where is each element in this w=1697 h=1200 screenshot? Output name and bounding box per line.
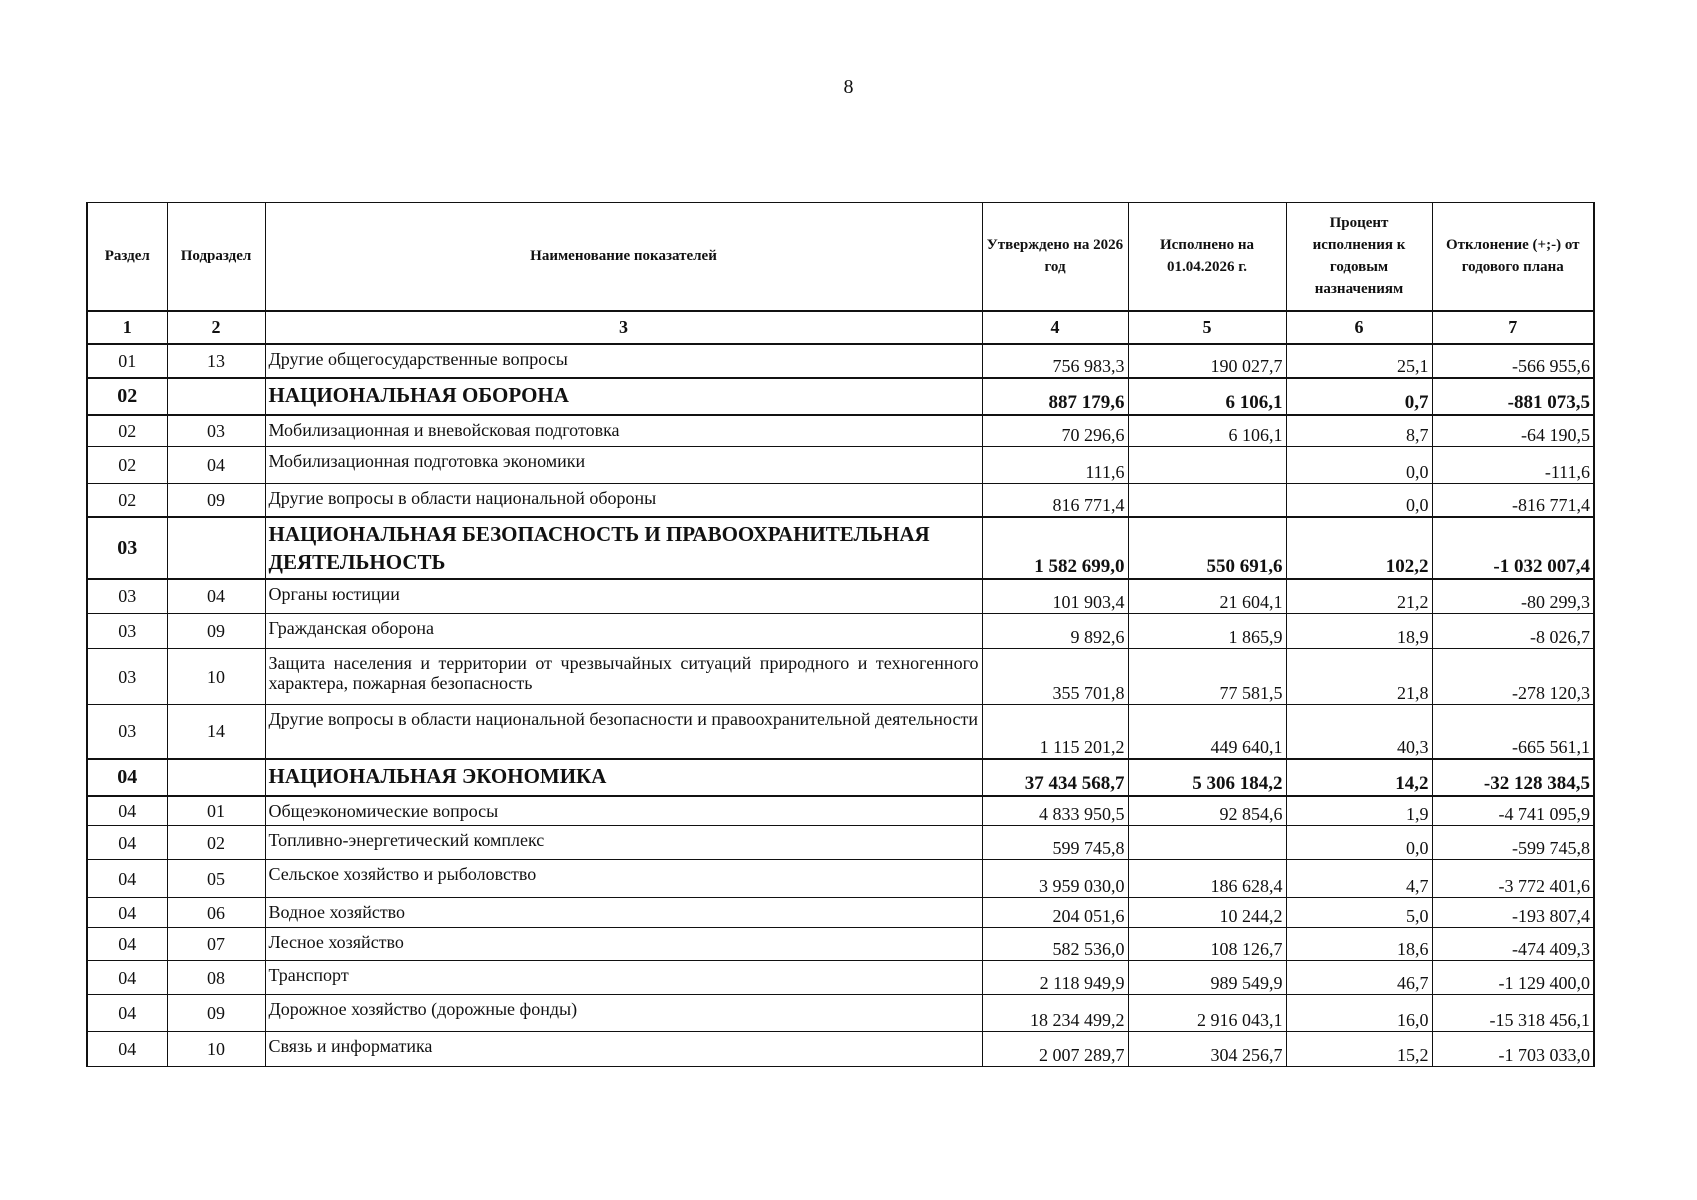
table-row	[87, 961, 1594, 995]
column-number: 1	[87, 311, 167, 344]
indicator-name-cell: Мобилизационная и вневойсковая подготовка	[265, 415, 982, 447]
podrazdel-cell: 13	[167, 344, 265, 378]
razdel-cell: 04	[87, 928, 167, 961]
deviation-cell: -193 807,4	[1432, 898, 1594, 928]
executed-cell: 186 628,4	[1128, 860, 1286, 898]
table-row	[87, 415, 1594, 447]
executed-cell: 6 106,1	[1128, 378, 1286, 415]
percent-cell: 18,9	[1286, 614, 1432, 649]
approved-cell: 70 296,6	[982, 415, 1128, 447]
approved-cell: 2 118 949,9	[982, 961, 1128, 995]
percent-cell: 21,2	[1286, 579, 1432, 614]
indicator-name-cell: Лесное хозяйство	[265, 928, 982, 961]
deviation-cell: -278 120,3	[1432, 649, 1594, 705]
executed-cell: 989 549,9	[1128, 961, 1286, 995]
table-row	[87, 995, 1594, 1032]
deviation-cell: -474 409,3	[1432, 928, 1594, 961]
deviation-cell: -665 561,1	[1432, 705, 1594, 759]
deviation-cell: -64 190,5	[1432, 415, 1594, 447]
deviation-cell: -3 772 401,6	[1432, 860, 1594, 898]
table-row	[87, 649, 1594, 705]
razdel-cell: 02	[87, 484, 167, 517]
approved-cell: 101 903,4	[982, 579, 1128, 614]
executed-cell: 2 916 043,1	[1128, 995, 1286, 1032]
approved-cell: 9 892,6	[982, 614, 1128, 649]
deviation-cell: -816 771,4	[1432, 484, 1594, 517]
approved-cell: 582 536,0	[982, 928, 1128, 961]
executed-cell: 10 244,2	[1128, 898, 1286, 928]
razdel-cell: 03	[87, 614, 167, 649]
header-approved: Утверждено на 2026 год	[982, 203, 1128, 311]
percent-cell: 14,2	[1286, 759, 1432, 796]
approved-cell: 816 771,4	[982, 484, 1128, 517]
executed-cell: 550 691,6	[1128, 517, 1286, 579]
podrazdel-cell: 09	[167, 614, 265, 649]
deviation-cell: -15 318 456,1	[1432, 995, 1594, 1032]
table-row	[87, 898, 1594, 928]
approved-cell: 204 051,6	[982, 898, 1128, 928]
column-number: 6	[1286, 311, 1432, 344]
razdel-cell: 03	[87, 705, 167, 759]
podrazdel-cell: 14	[167, 705, 265, 759]
column-number: 2	[167, 311, 265, 344]
podrazdel-cell: 08	[167, 961, 265, 995]
executed-cell: 108 126,7	[1128, 928, 1286, 961]
podrazdel-cell: 10	[167, 649, 265, 705]
executed-cell: 77 581,5	[1128, 649, 1286, 705]
indicator-name-cell: Органы юстиции	[265, 579, 982, 614]
razdel-cell: 03	[87, 649, 167, 705]
percent-cell: 0,0	[1286, 484, 1432, 517]
podrazdel-cell: 10	[167, 1032, 265, 1067]
column-number: 7	[1432, 311, 1594, 344]
deviation-cell: -599 745,8	[1432, 826, 1594, 860]
column-number: 3	[265, 311, 982, 344]
deviation-cell: -1 032 007,4	[1432, 517, 1594, 579]
razdel-cell: 04	[87, 898, 167, 928]
razdel-cell: 04	[87, 860, 167, 898]
executed-cell: 1 865,9	[1128, 614, 1286, 649]
indicator-name-cell: НАЦИОНАЛЬНАЯ БЕЗОПАСНОСТЬ И ПРАВООХРАНИТЕЛЬНАЯ ДЕЯТЕЛЬНОСТЬ	[265, 517, 982, 579]
deviation-cell: -111,6	[1432, 447, 1594, 484]
percent-cell: 0,0	[1286, 447, 1432, 484]
deviation-cell: -80 299,3	[1432, 579, 1594, 614]
indicator-name-cell: Транспорт	[265, 961, 982, 995]
indicator-name-cell: Сельское хозяйство и рыболовство	[265, 860, 982, 898]
table-row	[87, 796, 1594, 826]
header-row	[87, 203, 1594, 311]
percent-cell: 46,7	[1286, 961, 1432, 995]
indicator-name-cell: Другие вопросы в области национальной обороны	[265, 484, 982, 517]
percent-cell: 16,0	[1286, 995, 1432, 1032]
table-row	[87, 484, 1594, 517]
podrazdel-cell: 04	[167, 579, 265, 614]
podrazdel-cell: 09	[167, 995, 265, 1032]
razdel-cell: 04	[87, 826, 167, 860]
razdel-cell: 03	[87, 517, 167, 579]
approved-cell: 1 582 699,0	[982, 517, 1128, 579]
razdel-cell: 02	[87, 378, 167, 415]
indicator-name-cell: НАЦИОНАЛЬНАЯ ЭКОНОМИКА	[265, 759, 982, 796]
razdel-cell: 04	[87, 1032, 167, 1067]
executed-cell	[1128, 484, 1286, 517]
percent-cell: 21,8	[1286, 649, 1432, 705]
section-row	[87, 378, 1594, 415]
percent-cell: 18,6	[1286, 928, 1432, 961]
header-podrazdel: Подраздел	[167, 203, 265, 311]
podrazdel-cell: 09	[167, 484, 265, 517]
executed-cell	[1128, 447, 1286, 484]
razdel-cell: 02	[87, 415, 167, 447]
approved-cell: 355 701,8	[982, 649, 1128, 705]
approved-cell: 3 959 030,0	[982, 860, 1128, 898]
razdel-cell: 04	[87, 796, 167, 826]
percent-cell: 5,0	[1286, 898, 1432, 928]
podrazdel-cell	[167, 517, 265, 579]
approved-cell: 18 234 499,2	[982, 995, 1128, 1032]
podrazdel-cell: 07	[167, 928, 265, 961]
executed-cell: 6 106,1	[1128, 415, 1286, 447]
approved-cell: 111,6	[982, 447, 1128, 484]
header-razdel: Раздел	[87, 203, 167, 311]
budget-execution-table	[86, 202, 1595, 1067]
razdel-cell: 02	[87, 447, 167, 484]
indicator-name-cell: Другие общегосударственные вопросы	[265, 344, 982, 378]
table-row	[87, 826, 1594, 860]
indicator-name-cell: Общеэкономические вопросы	[265, 796, 982, 826]
table-row	[87, 1032, 1594, 1067]
executed-cell: 5 306 184,2	[1128, 759, 1286, 796]
podrazdel-cell: 01	[167, 796, 265, 826]
table-row	[87, 579, 1594, 614]
approved-cell: 756 983,3	[982, 344, 1128, 378]
table-row	[87, 614, 1594, 649]
page-number: 8	[843, 76, 854, 98]
header-deviation: Отклонение (+;-) от годового плана	[1432, 203, 1594, 311]
percent-cell: 40,3	[1286, 705, 1432, 759]
percent-cell: 102,2	[1286, 517, 1432, 579]
percent-cell: 8,7	[1286, 415, 1432, 447]
deviation-cell: -1 703 033,0	[1432, 1032, 1594, 1067]
section-row	[87, 517, 1594, 579]
executed-cell	[1128, 826, 1286, 860]
indicator-name-cell: Гражданская оборона	[265, 614, 982, 649]
approved-cell: 37 434 568,7	[982, 759, 1128, 796]
indicator-name-cell: Топливно-энергетический комплекс	[265, 826, 982, 860]
table-row	[87, 860, 1594, 898]
percent-cell: 4,7	[1286, 860, 1432, 898]
percent-cell: 25,1	[1286, 344, 1432, 378]
podrazdel-cell: 03	[167, 415, 265, 447]
section-row	[87, 759, 1594, 796]
table-row	[87, 344, 1594, 378]
indicator-name-cell: Водное хозяйство	[265, 898, 982, 928]
indicator-name-cell: Защита населения и территории от чрезвычайных ситуаций природного и техногенного характера, пожарная безопасность	[265, 649, 982, 705]
approved-cell: 2 007 289,7	[982, 1032, 1128, 1067]
executed-cell: 21 604,1	[1128, 579, 1286, 614]
deviation-cell: -1 129 400,0	[1432, 961, 1594, 995]
razdel-cell: 01	[87, 344, 167, 378]
approved-cell: 1 115 201,2	[982, 705, 1128, 759]
podrazdel-cell: 02	[167, 826, 265, 860]
podrazdel-cell	[167, 759, 265, 796]
razdel-cell: 04	[87, 759, 167, 796]
header-executed: Исполнено на 01.04.2026 г.	[1128, 203, 1286, 311]
percent-cell: 15,2	[1286, 1032, 1432, 1067]
column-number-row	[87, 311, 1594, 344]
executed-cell: 190 027,7	[1128, 344, 1286, 378]
podrazdel-cell	[167, 378, 265, 415]
deviation-cell: -32 128 384,5	[1432, 759, 1594, 796]
deviation-cell: -566 955,6	[1432, 344, 1594, 378]
table-row	[87, 928, 1594, 961]
razdel-cell: 04	[87, 961, 167, 995]
percent-cell: 0,7	[1286, 378, 1432, 415]
razdel-cell: 04	[87, 995, 167, 1032]
indicator-name-cell: Дорожное хозяйство (дорожные фонды)	[265, 995, 982, 1032]
table-row	[87, 447, 1594, 484]
podrazdel-cell: 04	[167, 447, 265, 484]
indicator-name-cell: Связь и информатика	[265, 1032, 982, 1067]
podrazdel-cell: 05	[167, 860, 265, 898]
approved-cell: 599 745,8	[982, 826, 1128, 860]
indicator-name-cell: Мобилизационная подготовка экономики	[265, 447, 982, 484]
executed-cell: 304 256,7	[1128, 1032, 1286, 1067]
executed-cell: 449 640,1	[1128, 705, 1286, 759]
header-name: Наименование показателей	[265, 203, 982, 311]
approved-cell: 887 179,6	[982, 378, 1128, 415]
executed-cell: 92 854,6	[1128, 796, 1286, 826]
table-row	[87, 705, 1594, 759]
deviation-cell: -4 741 095,9	[1432, 796, 1594, 826]
razdel-cell: 03	[87, 579, 167, 614]
approved-cell: 4 833 950,5	[982, 796, 1128, 826]
column-number: 4	[982, 311, 1128, 344]
deviation-cell: -881 073,5	[1432, 378, 1594, 415]
indicator-name-cell: Другие вопросы в области национальной безопасности и правоохранительной деятельности	[265, 705, 982, 759]
percent-cell: 1,9	[1286, 796, 1432, 826]
deviation-cell: -8 026,7	[1432, 614, 1594, 649]
percent-cell: 0,0	[1286, 826, 1432, 860]
podrazdel-cell: 06	[167, 898, 265, 928]
header-percent: Процент исполнения к годовым назначениям	[1286, 203, 1432, 311]
column-number: 5	[1128, 311, 1286, 344]
indicator-name-cell: НАЦИОНАЛЬНАЯ ОБОРОНА	[265, 378, 982, 415]
